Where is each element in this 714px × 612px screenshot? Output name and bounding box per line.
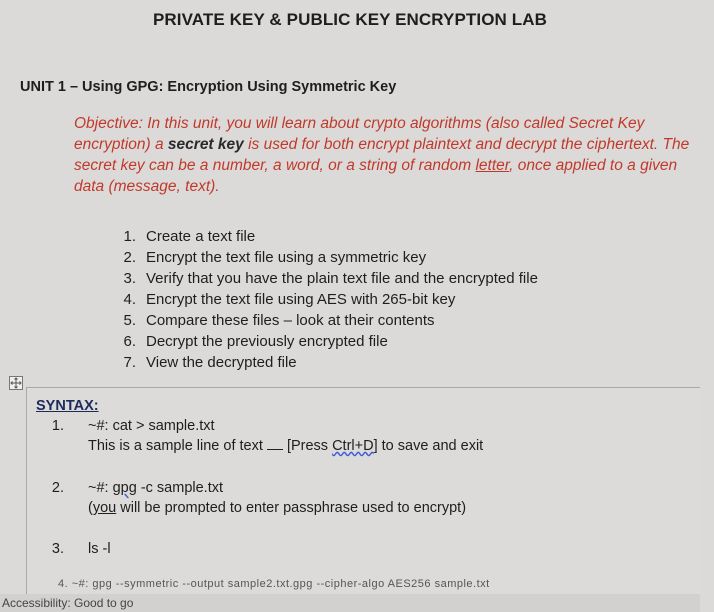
objective-paragraph (74, 113, 714, 197)
step-text: View the decrypted file (146, 354, 297, 371)
syntax-command: ~#: cat > sample.txt (88, 418, 215, 434)
syntax-command (88, 478, 223, 498)
note-text: will be prompted to enter passphrase used to encrypt) (116, 500, 467, 516)
document-title: PRIVATE KEY & PUBLIC KEY ENCRYPTION LAB (152, 10, 547, 29)
list-item (110, 268, 538, 289)
note-text: This is a sample line of text (88, 438, 267, 454)
note-text: ] to save and exit (373, 438, 484, 454)
list-item (110, 247, 538, 268)
step-text: Encrypt the text file using AES with 265-bit key (146, 291, 456, 308)
shortcut-key: Ctrl+D (332, 438, 374, 454)
accessibility-status[interactable]: Accessibility: Good to go (2, 596, 134, 610)
step-number: 1. (123, 228, 136, 245)
underline-blank (267, 437, 283, 450)
syntax-number: 1. (51, 418, 64, 434)
secret-key-emphasis: secret key (167, 136, 244, 153)
syntax-number: 2. (51, 480, 64, 496)
objective-text: secret key can be a number, a word, or a string of random (74, 157, 476, 174)
objective-text: encryption) a (74, 136, 168, 153)
step-number: 4. (123, 291, 136, 308)
step-text: Compare these files – look at their contents (146, 312, 435, 329)
you-underlined: you (92, 500, 117, 516)
step-number: 7. (123, 354, 136, 371)
objective-line-1: Objective: In this unit, you will learn about crypto algorithms (also called Secret Key (74, 115, 645, 132)
step-text: Create a text file (146, 228, 256, 245)
command-text: -c sample.txt (136, 480, 224, 496)
objective-text: , once applied to a given (509, 157, 678, 174)
step-number: 5. (123, 312, 136, 329)
syntax-title: SYNTAX: (36, 398, 99, 414)
steps-list (110, 226, 538, 373)
note-text: [Press (282, 438, 333, 454)
step-number: 6. (123, 333, 136, 350)
status-bar (0, 594, 700, 612)
list-item (110, 352, 538, 373)
syntax-command: ls -l (88, 541, 111, 557)
objective-line-2 (74, 134, 714, 155)
list-item (110, 226, 538, 247)
step-text: Encrypt the text file using a symmetric key (146, 249, 427, 266)
objective-line-4: data (message, text). (74, 178, 220, 195)
syntax-note (88, 498, 466, 518)
syntax-number: 3. (51, 541, 64, 557)
letter-underlined: letter (475, 157, 510, 174)
note-text: ( (88, 500, 93, 516)
list-item (110, 331, 538, 352)
objective-text: is used for both encrypt plaintext and decrypt the ciphertext. The (243, 136, 690, 153)
step-text: Verify that you have the plain text file and the encrypted file (146, 270, 538, 287)
cut-off-syntax-line (58, 574, 490, 582)
step-number: 2. (123, 249, 136, 266)
syntax-note (88, 436, 483, 456)
gpg-spellcheck: gpg (112, 480, 137, 496)
move-handle-icon[interactable] (9, 376, 23, 390)
step-text: Decrypt the previously encrypted file (146, 333, 388, 350)
list-item (110, 310, 538, 331)
objective-line-3 (74, 155, 714, 176)
unit-heading: UNIT 1 – Using GPG: Encryption Using Symmetric Key (20, 79, 397, 95)
step-number: 3. (123, 270, 136, 287)
command-text: ~#: (88, 480, 113, 496)
list-item (110, 289, 538, 310)
